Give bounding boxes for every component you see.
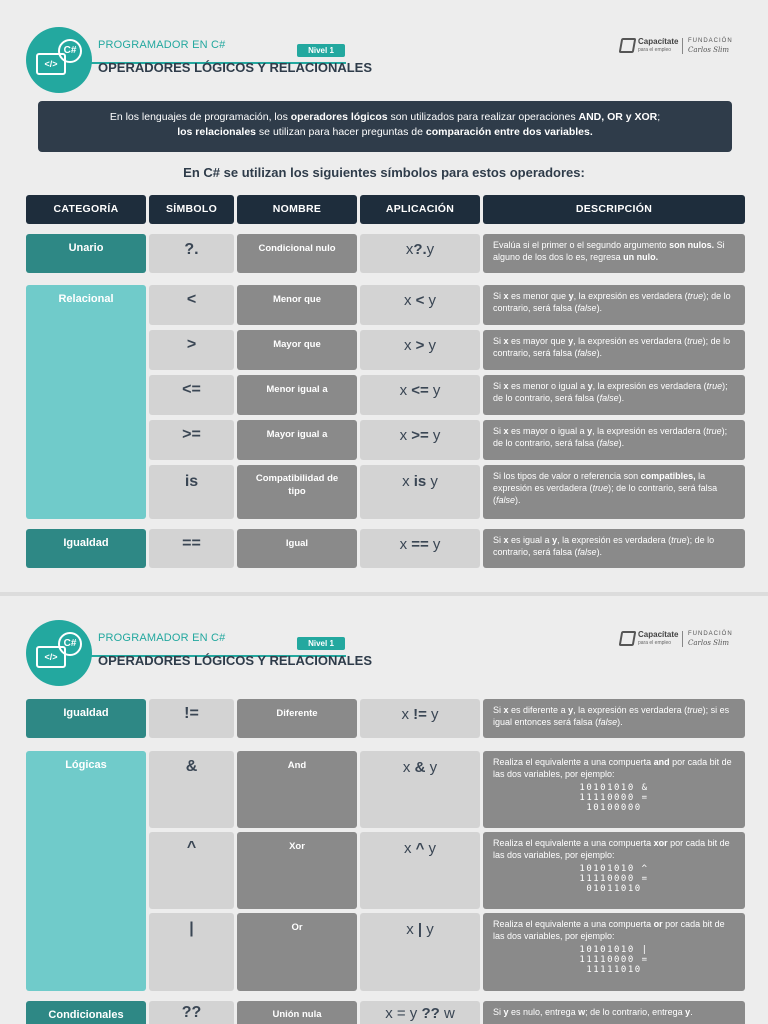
desc-text: es diferente a [508,705,569,715]
desc-bold: y [568,705,574,715]
bit-line: 11110000 = [579,874,649,884]
app-operator: == [411,536,429,553]
application-cell [360,1001,480,1024]
app-text: x [403,292,416,309]
course-subtitle: PROGRAMADOR EN C# [98,39,226,51]
app-operator: is [413,473,427,490]
logo-text-3: FUNDACIÓN [688,38,733,44]
desc-bold: y [503,1007,509,1017]
desc-bold: or [653,919,663,929]
logo-text-2: para el empleo [638,640,672,646]
desc-italic: false [496,495,516,505]
desc-text: , la expresión es verdadera ( [592,426,707,436]
desc-italic: true [687,705,703,715]
desc-text: ); de lo contrario, será falsa ( [493,381,728,403]
desc-text: , la expresión es verdadera ( [573,705,688,715]
app-text: x = y [385,1005,422,1022]
bit-line: 11111010 [586,965,642,975]
capacitate-logo-icon [619,631,637,646]
level-badge: Nivel 1 [297,637,345,650]
application-cell [360,529,480,568]
app-text: x [401,706,414,723]
symbol-cell: != [149,699,234,738]
name-cell: Xor [237,832,357,909]
name-cell: Compatibilidad de tipo [237,465,357,519]
desc-text: es nulo, entrega [508,1007,579,1017]
desc-bold: un nulo. [623,252,659,262]
desc-text: Si [493,291,504,301]
description-cell [483,465,745,519]
desc-bold: x [503,426,509,436]
desc-text: es menor que [508,291,569,301]
desc-text: Realiza el equivalente a una compuerta [493,919,654,929]
icon-bubble: C# [58,632,82,656]
desc-text: ; de lo contrario, entrega [585,1007,686,1017]
subheading-text: se utilizan los siguientes símbolos para estos operadores: [220,165,585,180]
desc-bold: y [568,336,574,346]
desc-text: ). [596,348,603,358]
desc-text: Si alguno de los dos lo es, regresa [493,240,725,262]
desc-italic: false [577,348,597,358]
name-cell: Menor igual a [237,375,357,415]
header-simbolo: SÍMBOLO [149,195,234,224]
desc-bold: x [503,535,509,545]
bit-line: 10100000 [586,803,642,813]
desc-text: . [690,1007,693,1017]
desc-italic: true [671,535,687,545]
app-text: y [425,759,438,776]
desc-text: ); de lo contrario, será falsa ( [493,535,715,557]
csharp-code-icon [26,27,92,93]
app-operator: | [417,921,423,938]
app-text: y [428,427,441,444]
desc-bold: w [578,1007,586,1017]
level-badge: Nivel 1 [297,44,345,57]
app-text: y [426,241,435,258]
intro-bold: AND, OR y XOR [578,111,658,123]
desc-text: Realiza el equivalente a una compuerta [493,757,654,767]
desc-text: , la expresión es verdadera ( [573,336,688,346]
description-cell [483,913,745,991]
app-text: x [399,427,412,444]
logo-text-4: Carlos Slim [688,46,730,54]
page-header [0,596,768,693]
desc-text: Si [493,336,504,346]
logo-text-2: para el empleo [638,47,672,53]
symbol-cell: ?. [149,234,234,273]
header-descripcion: DESCRIPCIÓN [483,195,745,224]
name-cell: Or [237,913,357,991]
desc-bold: y [587,426,593,436]
app-operator: != [413,706,427,723]
symbol-cell: <= [149,375,234,415]
desc-italic: false [599,438,619,448]
subheading-bold: C# [203,165,221,180]
app-operator: >= [411,427,429,444]
application-cell [360,234,480,273]
intro-box [38,101,732,152]
category-igualdad: Igualdad [26,529,146,568]
app-text: y [424,292,437,309]
name-cell: Mayor igual a [237,420,357,460]
app-operator: <= [411,382,429,399]
category-condicionales: Condicionales [26,1001,146,1024]
category-igualdad: Igualdad [26,699,146,738]
app-text: y [426,706,439,723]
desc-italic: true [706,426,722,436]
application-cell [360,420,480,460]
desc-text: Si [493,426,504,436]
symbol-cell: < [149,285,234,325]
symbol-cell: >= [149,420,234,460]
logo-text-1: Capacítate [638,37,679,46]
symbol-cell: ?? [149,1001,234,1024]
intro-text: son utilizados para realizar operaciones [387,111,579,123]
desc-bold: y [552,535,558,545]
name-cell: Diferente [237,699,357,738]
sponsor-logo [620,36,740,58]
desc-text: es mayor o igual a [508,426,588,436]
logo-text-1: Capacítate [638,630,679,639]
symbol-cell: is [149,465,234,519]
bit-example [493,945,735,975]
header-nombre: NOMBRE [237,195,357,224]
section-subheading [0,165,768,180]
app-text: x [402,759,415,776]
name-cell: Menor que [237,285,357,325]
csharp-code-icon [26,620,92,686]
desc-bold: xor [653,838,668,848]
bit-line: 01011010 [586,884,642,894]
desc-text: por cada bit de las dos variables, por ejemplo: [493,757,732,779]
app-text: y [428,536,441,553]
desc-text: ); de lo contrario, será falsa ( [493,336,731,358]
application-cell [360,832,480,909]
desc-bold: x [503,291,509,301]
desc-italic: true [687,291,704,301]
page-title: OPERADORES LÓGICOS Y RELACIONALES [98,653,373,668]
app-text: x [405,241,414,258]
name-cell: Unión nula [237,1001,357,1024]
desc-text: , la expresión es verdadera ( [592,381,707,391]
symbol-cell: > [149,330,234,370]
desc-bold: y [685,1007,691,1017]
app-operator: ?. [413,241,427,258]
application-cell [360,751,480,828]
description-cell [483,330,745,370]
description-cell [483,529,745,568]
desc-text: es mayor que [508,336,569,346]
intro-text: se utilizan para hacer preguntas de [256,126,426,138]
symbol-cell: | [149,913,234,991]
desc-text: Si [493,535,504,545]
bit-line: 11110000 = [579,793,649,803]
bit-line: 10101010 & [579,783,649,793]
capacitate-logo-icon [619,38,637,53]
app-operator: < [415,292,425,309]
page-2 [0,596,768,1024]
desc-text: , la expresión es verdadera ( [557,535,672,545]
application-cell [360,913,480,991]
desc-bold: x [503,381,509,391]
desc-bold: y [587,381,593,391]
desc-bold: and [653,757,670,767]
category-unario: Unario [26,234,146,273]
app-operator: ^ [415,840,425,857]
icon-screen: </> [36,646,66,668]
desc-text: ). [617,717,623,727]
desc-bold: y [568,291,574,301]
intro-bold: comparación entre dos variables. [425,126,593,138]
desc-italic: false [598,717,618,727]
desc-text: ). [618,393,625,403]
desc-text: Si los tipos de valor o referencia son [493,471,641,481]
app-text: y [422,921,434,938]
description-cell [483,699,745,738]
page-title: OPERADORES LÓGICOS Y RELACIONALES [98,60,373,75]
logo-text-3: FUNDACIÓN [688,631,733,637]
desc-italic: false [577,303,597,313]
desc-text: ); si es igual entonces será falsa ( [493,705,730,727]
desc-text: ). [596,303,603,313]
intro-bold: operadores lógicos [290,111,388,123]
desc-text: es igual a [508,535,553,545]
app-text: x [403,337,416,354]
page-header [0,0,768,100]
app-text: x [402,473,414,490]
category-relacional: Relacional [26,285,146,519]
intro-text: En los lenguajes de programación, los [109,111,291,123]
desc-bold: x [503,705,509,715]
desc-text: por cada bit de las dos variables, por ejemplo: [493,838,730,860]
desc-text: Realiza el equivalente a una compuerta [493,838,654,848]
name-cell: Condicional nulo [237,234,357,273]
app-operator: > [415,337,425,354]
desc-text: ). [618,438,625,448]
logo-separator [682,631,683,647]
description-cell [483,285,745,325]
description-cell [483,832,745,909]
symbol-cell: & [149,751,234,828]
category-logicas: Lógicas [26,751,146,991]
desc-italic: true [687,336,703,346]
desc-italic: false [599,393,619,403]
bit-line: 11110000 = [579,955,649,965]
desc-text: por cada bit de las dos variables, por ejemplo: [493,919,725,941]
header-categoria: CATEGORÍA [26,195,146,224]
desc-italic: true [592,483,609,493]
icon-bubble: C# [58,39,82,63]
course-subtitle: PROGRAMADOR EN C# [98,632,226,644]
app-operator: & [414,759,426,776]
icon-screen: </> [36,53,66,75]
desc-italic: false [577,547,597,557]
description-cell [483,234,745,273]
logo-separator [682,38,683,54]
description-cell [483,420,745,460]
application-cell [360,375,480,415]
app-text: x [399,382,412,399]
bit-example [493,864,735,894]
bit-line: 10101010 | [579,945,649,955]
description-cell [483,751,745,828]
desc-text: es menor o igual a [508,381,588,391]
desc-text: la expresión es verdadera ( [493,471,706,493]
desc-text: ); de lo contrario, será falsa ( [493,483,718,505]
symbol-cell: == [149,529,234,568]
application-cell [360,465,480,519]
app-text: w [439,1005,455,1022]
app-text: x [399,536,412,553]
intro-text: ; [657,111,661,123]
name-cell: Igual [237,529,357,568]
desc-bold: son nulos. [669,240,715,250]
header-aplicacion: APLICACIÓN [360,195,480,224]
sponsor-logo [620,629,740,651]
desc-text: , la expresión es verdadera ( [573,291,688,301]
symbol-cell: ^ [149,832,234,909]
desc-bold: x [503,336,509,346]
app-text: x [406,921,418,938]
application-cell [360,285,480,325]
name-cell: And [237,751,357,828]
app-text: y [424,840,437,857]
logo-text-4: Carlos Slim [688,639,730,647]
desc-bold: compatibles, [640,471,696,481]
desc-italic: true [706,381,723,391]
bit-example [493,783,735,813]
description-cell [483,1001,745,1024]
desc-text: ); de lo contrario, será falsa ( [493,426,728,448]
app-operator: ?? [421,1005,440,1022]
desc-text: ); de lo contrario, será falsa ( [493,291,731,313]
app-text: y [428,382,441,399]
app-text: x [403,840,416,857]
desc-text: Si [493,381,504,391]
app-text: y [426,473,438,490]
desc-text: ). [515,495,521,505]
subheading-text: En [183,165,204,180]
application-cell [360,699,480,738]
app-text: y [424,337,437,354]
description-cell [483,375,745,415]
desc-text: Evalúa si el primer o el segundo argumento [493,240,670,250]
desc-text: Si [493,705,504,715]
name-cell: Mayor que [237,330,357,370]
desc-text: Si [493,1007,504,1017]
application-cell [360,330,480,370]
intro-bold: los relacionales [177,126,257,138]
bit-line: 10101010 ^ [579,864,649,874]
desc-text: ). [596,547,603,557]
